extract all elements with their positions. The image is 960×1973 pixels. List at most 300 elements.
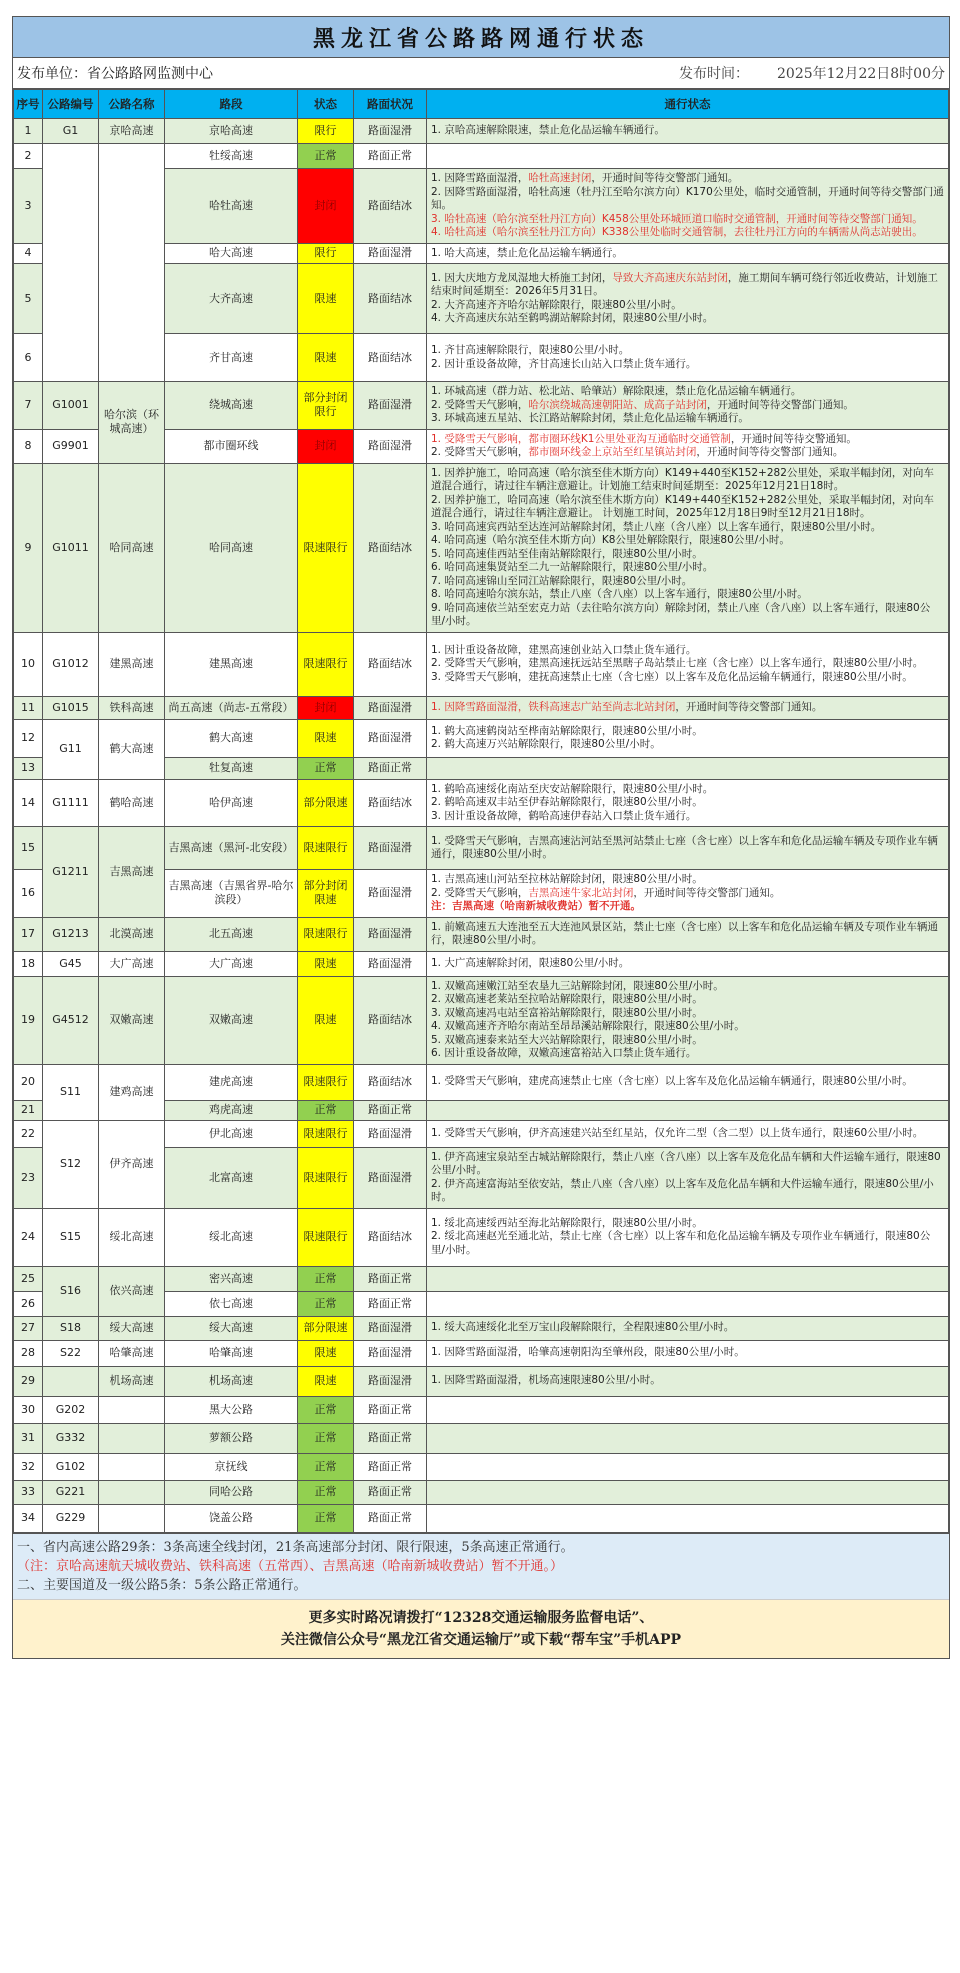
highway-code: G1012 (43, 632, 99, 696)
status-badge: 部分限速 (298, 779, 354, 827)
traffic-description (427, 334, 949, 382)
status-badge: 正常 (298, 1100, 354, 1120)
page-title: 黑龙江省公路路网通行状态 (13, 17, 949, 58)
status-badge: 正常 (298, 1396, 354, 1423)
description-line (431, 272, 944, 299)
alert-text: 哈牡高速封闭 (528, 172, 592, 184)
traffic-description (427, 144, 949, 169)
traffic-description (427, 917, 949, 951)
status-badge: 限速 (298, 334, 354, 382)
description-line (431, 835, 944, 862)
traffic-description (427, 1291, 949, 1316)
traffic-status-sheet (12, 16, 950, 1659)
description-text: 2. 鹤大高速万兴站解除限行，限速80公里/小时。 (431, 738, 661, 750)
road-condition: 路面结冰 (354, 334, 427, 382)
description-text: 1. 环城高速（群力站、松北站、哈肇站）解除限速，禁止危化品运输车辆通行。 (431, 385, 802, 397)
table-row (14, 1480, 949, 1504)
highway-code (43, 144, 99, 382)
description-line (431, 1034, 944, 1048)
description-text: ，开通时间等待交警部门通知。 (633, 886, 781, 899)
table-row (14, 719, 949, 757)
description-line (431, 957, 944, 971)
description-text: 1. 哈大高速，禁止危化品运输车辆通行。 (431, 246, 623, 259)
alert-text: 1. 受降雪天气影响，都市圈环线K1公里处亚沟互通临时交通管制 (431, 432, 731, 445)
highway-name: 绥大高速 (99, 1316, 165, 1340)
description-line (431, 738, 944, 752)
road-section: 都市圈环线 (165, 429, 298, 463)
road-condition: 路面正常 (354, 1266, 427, 1291)
row-number: 10 (14, 632, 43, 696)
col-header-section: 路段 (165, 90, 298, 119)
table-row (14, 779, 949, 827)
traffic-description (427, 1147, 949, 1208)
status-badge: 部分封闭限行 (298, 382, 354, 430)
road-section: 绥北高速 (165, 1208, 298, 1266)
row-number: 27 (14, 1316, 43, 1340)
description-text: 2. 鹤哈高速双丰站至伊春站解除限行，限速80公里/小时。 (431, 796, 703, 808)
row-number: 22 (14, 1120, 43, 1147)
status-badge: 正常 (298, 1480, 354, 1504)
status-badge: 限速 (298, 976, 354, 1064)
description-text: 6. 因计重设备故障，双嫩高速富裕站入口禁止货车通行。 (431, 1047, 697, 1059)
description-text: 4. 哈同高速（哈尔滨至佳木斯方向）K8公里处解除限行，限速80公里/小时。 (431, 534, 790, 546)
highway-code: G11 (43, 719, 99, 779)
traffic-description (427, 976, 949, 1064)
col-header-traffic-status: 通行状态 (427, 90, 949, 119)
description-text: 2. 受降雪天气影响， (431, 446, 529, 458)
description-text: 1. 绥大高速绥化北至万宝山段解除限行，全程限速80公里/小时。 (431, 1321, 735, 1334)
description-line (431, 1346, 944, 1360)
description-line (431, 172, 944, 186)
description-text: 2. 因养护施工，哈同高速（哈尔滨至佳木斯方向）K149+440至K152+282公里处，采取半幅封闭，对向车道混合通行，请过往车辆注意避让。 计划施工时间，2025年12月18日9时至12月21日18时。 (431, 493, 934, 519)
road-section: 黑大公路 (165, 1396, 298, 1423)
road-section: 吉黑高速（黑河-北安段） (165, 827, 298, 870)
description-text: 1. 因降雪路面湿滑，机场高速限速80公里/小时。 (431, 1374, 661, 1387)
table-row (14, 144, 949, 169)
highway-name: 建黑高速 (99, 632, 165, 696)
description-text: 1. 受降雪天气影响，吉黑高速沾河站至黑河站禁止七座（含七座）以上客车和危化品运输车辆及专项作业车辆通行，限速80公里/小时。 (431, 834, 938, 860)
row-number: 25 (14, 1266, 43, 1291)
description-text: 1. 因计重设备故障，建黑高速创业站入口禁止货车通行。 (431, 643, 697, 656)
description-text: 1. 大广高速解除封闭，限速80公里/小时。 (431, 956, 630, 969)
traffic-description (427, 1480, 949, 1504)
description-line (431, 433, 944, 447)
road-section: 牡复高速 (165, 757, 298, 779)
description-line (431, 657, 944, 671)
status-badge: 限速限行 (298, 827, 354, 870)
traffic-description (427, 243, 949, 264)
road-section: 鹤大高速 (165, 719, 298, 757)
traffic-description (427, 1396, 949, 1423)
road-section: 吉黑高速（吉黑省界-哈尔滨段） (165, 870, 298, 918)
description-line (431, 312, 944, 326)
table-row (14, 1064, 949, 1100)
row-number: 8 (14, 429, 43, 463)
traffic-description (427, 169, 949, 244)
road-section: 哈大高速 (165, 243, 298, 264)
road-condition: 路面结冰 (354, 169, 427, 244)
row-number: 32 (14, 1453, 43, 1480)
description-line (431, 1020, 944, 1034)
road-condition: 路面湿滑 (354, 382, 427, 430)
status-badge: 正常 (298, 144, 354, 169)
road-section: 饶盖公路 (165, 1504, 298, 1532)
highway-name: 北漠高速 (99, 917, 165, 951)
highway-code: G332 (43, 1423, 99, 1453)
table-row (14, 1120, 949, 1147)
road-section: 机场高速 (165, 1366, 298, 1396)
row-number: 14 (14, 779, 43, 827)
highway-code: G102 (43, 1453, 99, 1480)
road-section: 伊北高速 (165, 1120, 298, 1147)
description-text: 5. 哈同高速佳西站至佳南站解除限行，限速80公里/小时。 (431, 547, 703, 560)
highway-name: 吉黑高速 (99, 827, 165, 918)
description-line (431, 412, 944, 426)
highway-name: 鹤大高速 (99, 719, 165, 779)
table-row (14, 1504, 949, 1532)
traffic-description (427, 1423, 949, 1453)
highway-name: 建鸡高速 (99, 1064, 165, 1120)
table-row (14, 696, 949, 719)
highway-code: S16 (43, 1266, 99, 1316)
description-line (431, 299, 944, 313)
status-badge: 限速限行 (298, 463, 354, 632)
row-number: 29 (14, 1366, 43, 1396)
row-number: 28 (14, 1340, 43, 1366)
table-row (14, 827, 949, 870)
road-section: 绥大高速 (165, 1316, 298, 1340)
table-row (14, 1423, 949, 1453)
highway-name: 京哈高速 (99, 119, 165, 144)
description-line (431, 1047, 944, 1061)
row-number: 26 (14, 1291, 43, 1316)
description-text: ，施工期间车辆可绕行邻近收费站，计划施工结束时间延期至：2026年5月31日。 (431, 271, 938, 297)
description-text: 3. 哈同高速宾西站至达连河站解除封闭，禁止八座（含八座）以上客车通行，限速80公里/小时。 (431, 520, 882, 533)
table-row (14, 382, 949, 430)
status-badge: 限行 (298, 119, 354, 144)
publish-info-row (13, 58, 949, 89)
alert-text: 哈尔滨绕城高速朝阳站、成高子站封闭 (528, 398, 707, 411)
road-section: 建虎高速 (165, 1064, 298, 1100)
description-text: 7. 哈同高速锦山至同江站解除限行，限速80公里/小时。 (431, 574, 693, 587)
status-badge: 限行 (298, 243, 354, 264)
description-line (431, 1127, 944, 1141)
status-badge: 封闭 (298, 696, 354, 719)
row-number: 21 (14, 1100, 43, 1120)
traffic-description (427, 827, 949, 870)
summary-note: （注：京哈高速航天城收费站、铁科高速（五常西）、吉黑高速（哈南新城收费站）暂不开通。） (17, 1558, 564, 1574)
table-row (14, 1396, 949, 1423)
traffic-description (427, 870, 949, 918)
description-text: 3. 双嫩高速冯屯站至富裕站解除限行，限速80公里/小时。 (431, 1006, 703, 1019)
row-number: 31 (14, 1423, 43, 1453)
highway-name: 哈同高速 (99, 463, 165, 632)
description-text: 4. 大齐高速庆东站至鹤鸣湖站解除封闭，限速80公里/小时。 (431, 312, 714, 324)
table-row (14, 1208, 949, 1266)
alert-text: 注：吉黑高速（哈南新城收费站）暂不开通。 (431, 900, 641, 912)
description-text: 2. 受降雪天气影响， (431, 886, 529, 899)
road-section: 同哈公路 (165, 1480, 298, 1504)
traffic-description (427, 382, 949, 430)
description-text: 8. 哈同高速哈尔滨东站，禁止八座（含八座）以上客车通行，限速80公里/小时。 (431, 588, 808, 600)
summary-line-2: 二、主要国道及一级公路5条：5条公路正常通行。 (17, 1577, 307, 1593)
road-condition: 路面湿滑 (354, 1316, 427, 1340)
table-row (14, 1453, 949, 1480)
row-number: 6 (14, 334, 43, 382)
highway-name (99, 1396, 165, 1423)
description-text: 3. 受降雪天气影响，建抚高速禁止七座（含七座）以上客车及危化品运输车辆通行，限速80公里/小时。 (431, 670, 913, 683)
status-badge: 限速限行 (298, 1064, 354, 1100)
status-badge: 部分封闭限速 (298, 870, 354, 918)
row-number: 13 (14, 757, 43, 779)
description-line (431, 900, 944, 914)
description-line (431, 494, 944, 521)
traffic-description (427, 632, 949, 696)
status-badge: 限速 (298, 951, 354, 976)
description-line (431, 783, 944, 797)
road-condition: 路面结冰 (354, 1208, 427, 1266)
description-line (431, 887, 944, 901)
road-section: 牡绥高速 (165, 144, 298, 169)
description-line (431, 588, 944, 602)
road-condition: 路面湿滑 (354, 951, 427, 976)
description-line (431, 873, 944, 887)
description-text: ，开通时间等待交警部门通知。 (591, 172, 739, 184)
row-number: 4 (14, 243, 43, 264)
traffic-description (427, 1366, 949, 1396)
description-line (431, 213, 944, 227)
description-line (431, 701, 944, 715)
description-text: 2. 因降雪路面湿滑，哈牡高速（牡丹江至哈尔滨方向）K170公里处，临时交通管制，开通时间等待交警部门通知。 (431, 185, 944, 211)
description-line (431, 1321, 944, 1335)
publish-time-label: 发布时间： (679, 66, 750, 82)
road-condition: 路面正常 (354, 1423, 427, 1453)
highway-code: G4512 (43, 976, 99, 1064)
road-condition: 路面湿滑 (354, 1340, 427, 1366)
description-line (431, 575, 944, 589)
description-text: 1. 京哈高速解除限速，禁止危化品运输车辆通行。 (431, 124, 665, 137)
table-row (14, 1366, 949, 1396)
road-condition: 路面正常 (354, 1504, 427, 1532)
description-text: 1. 鹤大高速鹤岗站至桦南站解除限行，限速80公里/小时。 (431, 724, 703, 737)
description-line (431, 725, 944, 739)
road-section: 齐甘高速 (165, 334, 298, 382)
traffic-description (427, 1340, 949, 1366)
road-condition: 路面湿滑 (354, 1120, 427, 1147)
description-text: 1. 受降雪天气影响，建虎高速禁止七座（含七座）以上客车及危化品运输车辆通行，限速80公里/小时。 (431, 1075, 913, 1088)
highway-name: 绥北高速 (99, 1208, 165, 1266)
highway-code: G1011 (43, 463, 99, 632)
table-row (14, 917, 949, 951)
description-text: 2. 绥北高速赵光至通北站，禁止七座（含七座）以上客车和危化品运输车辆及专项作业车辆通行，限速80公里/小时。 (431, 1230, 931, 1256)
description-text: 1. 受降雪天气影响，伊齐高速建兴站至红星站，仅允许二型（含二型）以上货车通行，限速60公里/小时。 (431, 1126, 924, 1139)
road-condition: 路面湿滑 (354, 1366, 427, 1396)
road-condition: 路面结冰 (354, 632, 427, 696)
road-condition: 路面湿滑 (354, 1147, 427, 1208)
description-text: 1. 因降雪路面湿滑， (431, 172, 529, 184)
highway-name: 哈尔滨（环城高速） (99, 382, 165, 464)
footer-line-2: 关注微信公众号“黑龙江省交通运输厅”或下载“帮车宝”手机APP (280, 1631, 682, 1648)
description-text: 1. 鹤哈高速绥化南站至庆安站解除限行，限速80公里/小时。 (431, 782, 714, 795)
status-badge: 正常 (298, 1453, 354, 1480)
traffic-description (427, 429, 949, 463)
traffic-description (427, 696, 949, 719)
description-line (431, 921, 944, 948)
status-badge: 限速限行 (298, 632, 354, 696)
road-condition: 路面正常 (354, 1291, 427, 1316)
footer-line-1: 更多实时路况请拨打“12328交通运输服务监督电话”、 (308, 1609, 654, 1626)
alert-text: 1. 因降雪路面湿滑，铁科高速志广站至尚志北站封闭 (431, 700, 676, 713)
table-row (14, 976, 949, 1064)
traffic-description (427, 779, 949, 827)
description-line (431, 1007, 944, 1021)
row-number: 3 (14, 169, 43, 244)
road-section: 哈同高速 (165, 463, 298, 632)
description-line (431, 521, 944, 535)
road-section: 哈伊高速 (165, 779, 298, 827)
description-line (431, 796, 944, 810)
table-row (14, 1266, 949, 1291)
road-condition: 路面湿滑 (354, 243, 427, 264)
description-line (431, 467, 944, 494)
summary-line-1: 一、省内高速公路29条：3条高速全线封闭，21条高速部分封闭、限行限速，5条高速正常通行。 (17, 1539, 574, 1555)
highway-code: G1111 (43, 779, 99, 827)
traffic-description (427, 951, 949, 976)
highway-name: 大广高速 (99, 951, 165, 976)
traffic-description (427, 1504, 949, 1532)
row-number: 9 (14, 463, 43, 632)
road-condition: 路面湿滑 (354, 696, 427, 719)
description-line (431, 344, 944, 358)
highway-code: G1 (43, 119, 99, 144)
highway-code: S12 (43, 1120, 99, 1208)
road-condition: 路面湿滑 (354, 429, 427, 463)
description-text: 3. 因计重设备故障，鹤哈高速伊春站入口禁止货车通行。 (431, 809, 697, 822)
road-condition: 路面正常 (354, 1396, 427, 1423)
road-condition: 路面正常 (354, 144, 427, 169)
description-text: 6. 哈同高速集贤站至二九一站解除限行，限速80公里/小时。 (431, 561, 714, 573)
traffic-description (427, 264, 949, 334)
highway-code: G1015 (43, 696, 99, 719)
road-section: 双嫩高速 (165, 976, 298, 1064)
road-condition: 路面湿滑 (354, 827, 427, 870)
highway-name: 铁科高速 (99, 696, 165, 719)
traffic-description (427, 1064, 949, 1100)
road-section: 大齐高速 (165, 264, 298, 334)
description-text: 1. 前嫩高速五大连池至五大连池风景区站，禁止七座（含七座）以上客车和危化品运输车辆及专项作业车辆通行，限速80公里/小时。 (431, 920, 938, 946)
description-line (431, 602, 944, 629)
road-section: 鸡虎高速 (165, 1100, 298, 1120)
description-text: 1. 绥北高速绥西站至海北站解除限行，限速80公里/小时。 (431, 1216, 703, 1229)
road-condition: 路面正常 (354, 1480, 427, 1504)
status-badge: 限速限行 (298, 1120, 354, 1147)
alert-text: 都市圈环线金上京站至红星镇站封闭 (528, 446, 697, 458)
road-condition: 路面结冰 (354, 264, 427, 334)
row-number: 1 (14, 119, 43, 144)
description-line (431, 446, 944, 460)
table-row (14, 119, 949, 144)
row-number: 5 (14, 264, 43, 334)
traffic-description (427, 1120, 949, 1147)
description-text: ，开通时间等待交警部门通知。 (696, 446, 844, 458)
highway-name: 双嫩高速 (99, 976, 165, 1064)
footer-banner (13, 1599, 949, 1658)
col-header-status: 状态 (298, 90, 354, 119)
traffic-description (427, 1100, 949, 1120)
description-line (431, 247, 944, 261)
col-header-no: 序号 (14, 90, 43, 119)
description-text: 2. 伊齐高速富海站至依安站，禁止八座（含八座）以上客车及危化品车辆和大件运输车通行，限速80公里/小时。 (431, 1177, 934, 1203)
road-section: 哈牡高速 (165, 169, 298, 244)
highway-name: 机场高速 (99, 1366, 165, 1396)
alert-text: 导致大齐高速庆东站封闭 (612, 271, 728, 284)
highway-code: S11 (43, 1064, 99, 1120)
highway-code: G221 (43, 1480, 99, 1504)
description-line (431, 1075, 944, 1089)
traffic-description (427, 1208, 949, 1266)
col-header-name: 公路名称 (99, 90, 165, 119)
row-number: 11 (14, 696, 43, 719)
row-number: 20 (14, 1064, 43, 1100)
status-badge: 正常 (298, 1291, 354, 1316)
description-line (431, 534, 944, 548)
description-text: 1. 双嫩高速嫩江站至农垦九三站解除封闭，限速80公里/小时。 (431, 979, 724, 992)
road-section: 京哈高速 (165, 119, 298, 144)
description-line (431, 993, 944, 1007)
publish-time-block (651, 63, 949, 83)
traffic-description (427, 719, 949, 757)
description-line (431, 548, 944, 562)
highway-name (99, 144, 165, 382)
description-line (431, 671, 944, 685)
alert-text: 4. 哈牡高速（哈尔滨至牡丹江方向）K338公里处临时交通管制，去往牡丹江方向的车辆需从尚志站驶出。 (431, 226, 923, 238)
road-condition: 路面正常 (354, 757, 427, 779)
description-text: 2. 受降雪天气影响， (431, 398, 529, 411)
highway-name (99, 1504, 165, 1532)
description-line (431, 124, 944, 138)
description-text: 2. 受降雪天气影响，建黑高速抚远站至黑瞎子岛站禁止七座（含七座）以上客车通行，限速80公里/小时。 (431, 657, 924, 670)
highway-name: 依兴高速 (99, 1266, 165, 1316)
description-line (431, 644, 944, 658)
road-section: 萝额公路 (165, 1423, 298, 1453)
status-badge: 正常 (298, 1266, 354, 1291)
road-condition: 路面结冰 (354, 976, 427, 1064)
table-row (14, 951, 949, 976)
status-badge: 限速 (298, 1340, 354, 1366)
status-badge: 部分限速 (298, 1316, 354, 1340)
publish-time: 2025年12月22日8时00分 (777, 66, 945, 82)
description-text: 1. 因降雪路面湿滑，哈肇高速朝阳沟至肇州段，限速80公里/小时。 (431, 1346, 745, 1359)
status-badge: 限速 (298, 264, 354, 334)
alert-text: 3. 哈牡高速（哈尔滨至牡丹江方向）K458公里处环城匝道口临时交通管制，开通时间等待交警部门通知。 (431, 212, 923, 225)
description-text: 2. 大齐高速齐齐哈尔站解除限行，限速80公里/小时。 (431, 298, 682, 311)
table-row (14, 632, 949, 696)
status-table (13, 89, 949, 1533)
traffic-description (427, 1316, 949, 1340)
road-section: 大广高速 (165, 951, 298, 976)
description-line (431, 226, 944, 240)
highway-name: 伊齐高速 (99, 1120, 165, 1208)
summary-block (13, 1533, 949, 1599)
description-line (431, 186, 944, 213)
highway-code: G9901 (43, 429, 99, 463)
highway-name (99, 1480, 165, 1504)
highway-name (99, 1453, 165, 1480)
row-number: 12 (14, 719, 43, 757)
description-line (431, 385, 944, 399)
description-text: 1. 吉黑高速山河站至拉林站解除封闭，限速80公里/小时。 (431, 873, 703, 885)
road-section: 尚五高速（尚志-五常段） (165, 696, 298, 719)
